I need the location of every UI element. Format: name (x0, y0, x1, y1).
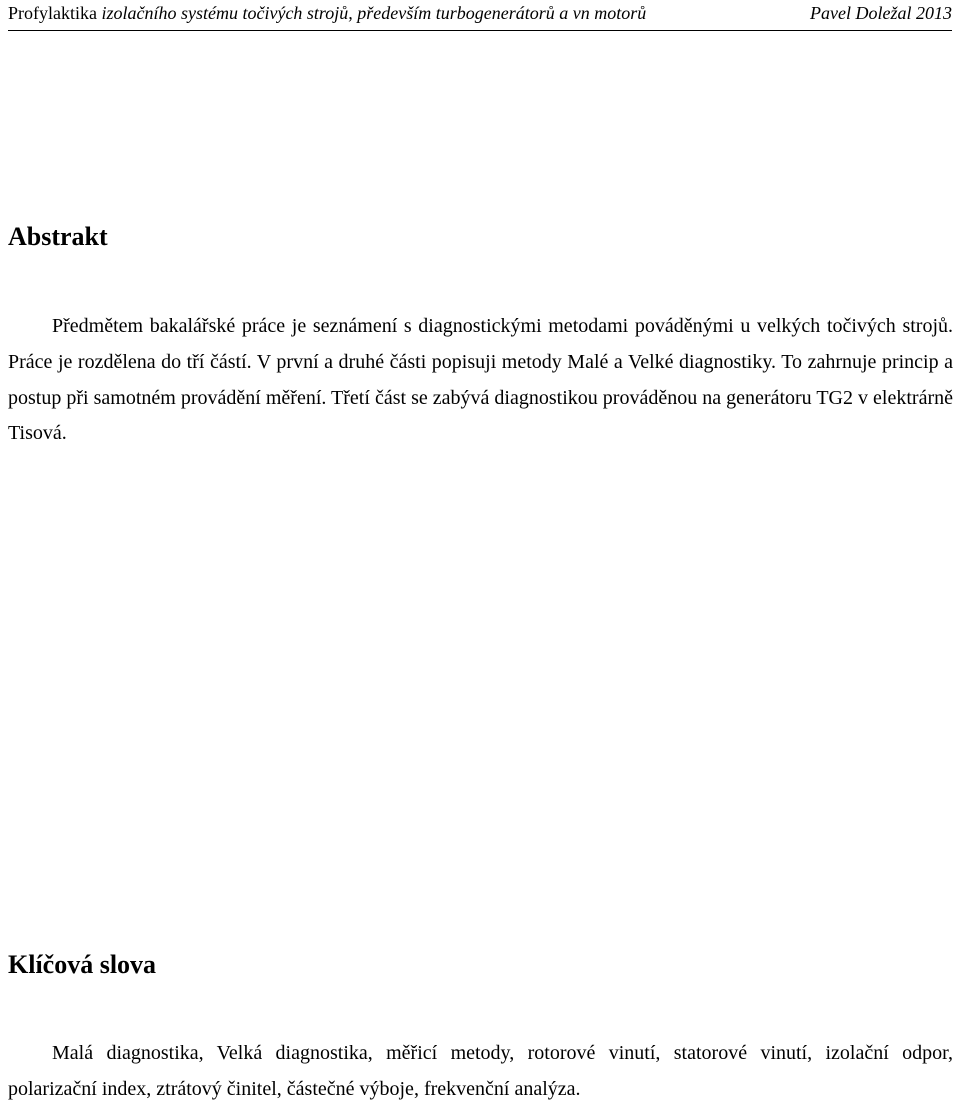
keywords-paragraph: Malá diagnostika, Velká diagnostika, měřicí metody, rotorové vinutí, statorové vinutí, izolační odpor, polarizační index, ztrátový činitel, částečné výboje, frekvenční analýza. (8, 1042, 953, 1100)
keywords-heading: Klíčová slova (8, 950, 157, 979)
header-title-italic: izolačního systému točivých strojů, především turbogenerátorů a vn motorů (101, 3, 647, 23)
header-thesis-title (8, 0, 646, 26)
abstract-paragraph: Předmětem bakalářské práce je seznámení s diagnostickými metodami pováděnými u velkých točivých strojů. Práce je rozdělena do tří částí. V první a druhé části popisuji metody Malé a Velké diagnostiky. To zahrnuje princip a postup při samotném provádění měření. Třetí část se zabývá diagnostikou prováděnou na generátoru TG2 v elektrárně Tisová. (8, 315, 953, 445)
header-author-year: Pavel Doležal 2013 (810, 3, 952, 23)
running-header (8, 0, 952, 31)
header-title-regular: Profylaktika (8, 3, 102, 23)
abstract-heading: Abstrakt (8, 222, 108, 251)
